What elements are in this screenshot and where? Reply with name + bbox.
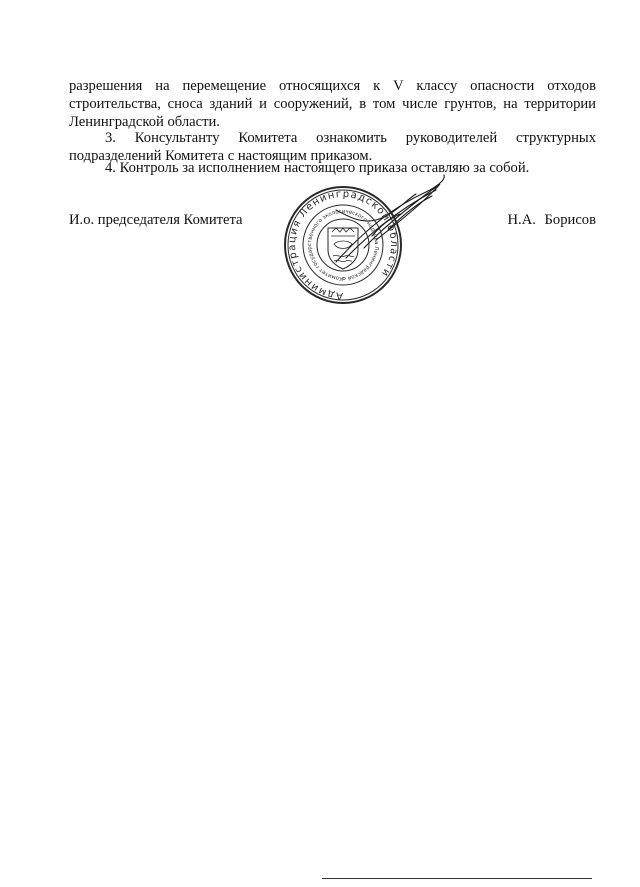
paragraph-4: 4. Контроль за исполнением настоящего приказа оставляю за собой. — [105, 159, 530, 176]
signatory-position: И.о. председателя Комитета — [69, 212, 243, 228]
stamp-inner-text: Комитет государственного экологического надзора Ленинградской о — [307, 208, 380, 282]
paragraph-continuation: разрешения на перемещение относящихся к V классу опасности отходов строительства, сноса зданий и сооружений, в том числе грунтов, на территории Ленинградской области. — [69, 77, 596, 130]
coat-of-arms-emblem — [328, 228, 358, 269]
bottom-rule-line — [322, 878, 592, 879]
svg-text:Администрация Ленинградской об — [287, 189, 399, 301]
paragraph-3: 3. Консультанту Комитета ознакомить руководителей структурных подразделений Комитета с настоящим приказом. — [69, 129, 596, 164]
official-seal-stamp — [276, 170, 452, 308]
signatory-name: Н.А. Борисов — [507, 212, 596, 228]
stamp-outer-text: Администрация Ленинградской области — [286, 188, 400, 302]
